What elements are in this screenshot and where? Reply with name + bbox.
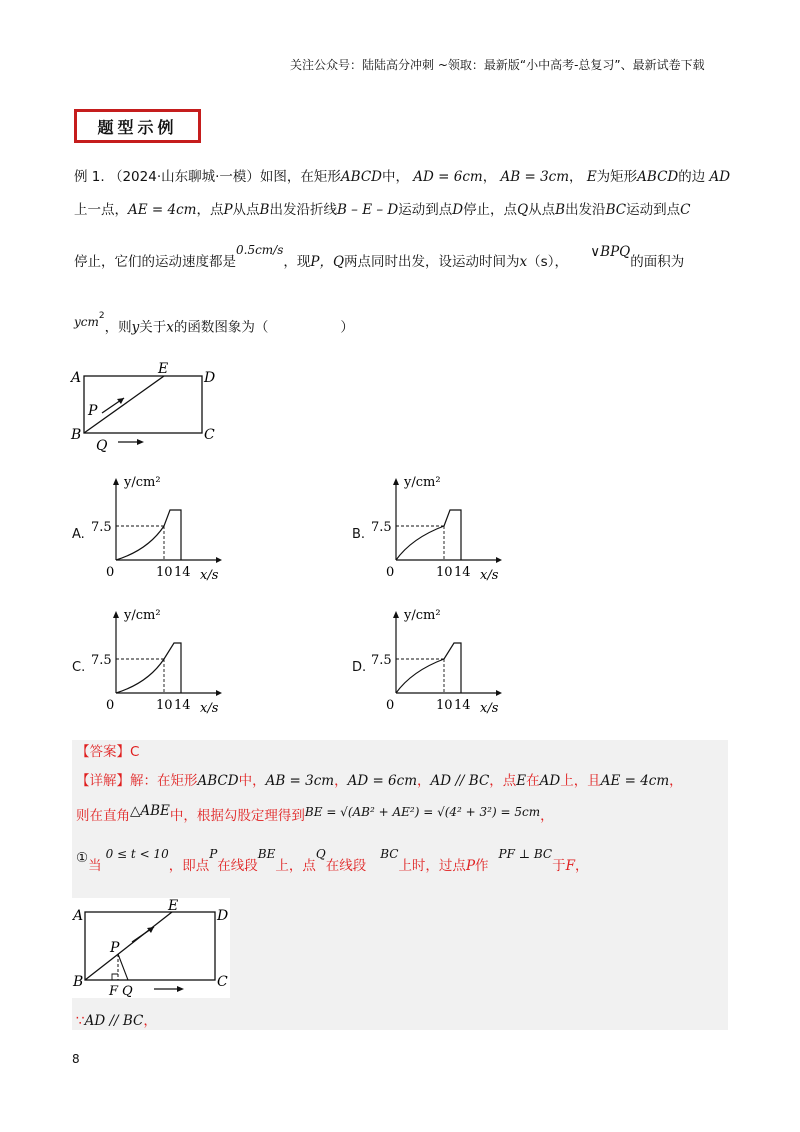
q-text: 的函数图象为（ bbox=[173, 319, 269, 336]
d-text: 作 bbox=[475, 858, 489, 874]
detail-line-1 bbox=[76, 771, 683, 791]
d-math: BE = √(AB² + AE²) = √(4² + 3²) = 5cm bbox=[304, 805, 541, 819]
q-math: AB = 3cm bbox=[500, 169, 570, 185]
d-math: △ABE bbox=[130, 803, 170, 819]
d-math: PF ⊥ BC bbox=[498, 847, 553, 861]
q-text: 的面积为 bbox=[630, 254, 685, 270]
d-math: ABCD bbox=[197, 773, 239, 789]
y-label: y/cm² bbox=[124, 475, 161, 490]
detail-line-2 bbox=[76, 803, 554, 826]
label-p: P bbox=[110, 940, 120, 956]
q-text: 停止，点 bbox=[463, 202, 518, 218]
q-math: x bbox=[519, 254, 528, 270]
page-number: 8 bbox=[72, 1052, 80, 1066]
q-math: P，Q bbox=[310, 254, 345, 270]
d-math: AE = 4cm bbox=[600, 773, 670, 789]
x-tick-10: 10 bbox=[436, 565, 453, 580]
label-c: C bbox=[217, 974, 228, 990]
q-text: 运动到点 bbox=[626, 202, 681, 218]
d-math: BE bbox=[257, 847, 276, 861]
y-axis-arrow bbox=[113, 611, 119, 618]
x-axis-arrow bbox=[216, 557, 222, 563]
label-b: B bbox=[73, 974, 84, 990]
q-text: ，现 bbox=[283, 254, 311, 270]
d-math: AD = 6cm bbox=[347, 773, 418, 789]
d-math: AD // BC bbox=[84, 1013, 144, 1029]
d-text: ， bbox=[574, 858, 589, 874]
x-tick-10: 10 bbox=[156, 565, 173, 580]
d-math: Q bbox=[315, 847, 326, 861]
curve-a bbox=[116, 510, 181, 560]
q-text: 中， bbox=[381, 169, 409, 185]
section-title-banner bbox=[74, 109, 201, 143]
option-d-label[interactable]: D. bbox=[352, 660, 367, 675]
x-axis-arrow bbox=[216, 690, 222, 696]
d-text: ， bbox=[669, 773, 683, 789]
x-tick-14: 14 bbox=[454, 698, 471, 713]
arrow-q-head bbox=[137, 439, 144, 445]
x-axis-arrow bbox=[496, 690, 502, 696]
q-math: ycm bbox=[74, 314, 99, 329]
q-math: B – E – D bbox=[336, 202, 399, 218]
answer-label: 【答案】C bbox=[76, 744, 140, 760]
option-d-graph[interactable] bbox=[368, 603, 508, 718]
option-c-label[interactable]: C. bbox=[72, 660, 86, 675]
label-e: E bbox=[168, 898, 179, 914]
x-tick-14: 14 bbox=[174, 565, 191, 580]
d-math: P bbox=[209, 847, 218, 861]
label-p: P bbox=[88, 403, 98, 419]
q-text: 停止，它们的运动速度都是 bbox=[74, 254, 236, 270]
q-math: AD bbox=[709, 169, 731, 185]
q-text: 从点 bbox=[232, 202, 260, 218]
q-math: P bbox=[223, 202, 233, 218]
origin-label: 0 bbox=[106, 698, 115, 713]
x-label: x/s bbox=[200, 701, 219, 716]
d-text: ， bbox=[334, 773, 348, 789]
d-text: ，即点 bbox=[168, 858, 210, 874]
option-a-graph[interactable] bbox=[88, 470, 228, 585]
q-math: AD = 6cm bbox=[413, 169, 483, 185]
question-line-2 bbox=[74, 200, 690, 220]
x-tick-14: 14 bbox=[174, 698, 191, 713]
q-math: AE = 4cm bbox=[128, 202, 197, 218]
rect-abcd bbox=[84, 376, 202, 433]
q-text: 运动到点 bbox=[398, 202, 453, 218]
q-text: 关于 bbox=[139, 319, 167, 336]
q-text: 出发沿 bbox=[565, 202, 606, 218]
figure-bg bbox=[72, 898, 230, 998]
label-q: Q bbox=[122, 984, 133, 998]
q-math: x bbox=[166, 319, 174, 336]
d-text: 上，且 bbox=[560, 773, 601, 789]
y-axis-arrow bbox=[113, 478, 119, 485]
y-tick: 7.5 bbox=[371, 653, 392, 668]
label-d: D bbox=[217, 908, 229, 924]
d-math: AD // BC bbox=[430, 773, 490, 789]
d-text: ， bbox=[143, 1013, 157, 1029]
label-a: A bbox=[73, 908, 84, 924]
arrow-p-head bbox=[117, 398, 124, 404]
y-label: y/cm² bbox=[124, 608, 161, 623]
q-math: 0.5cm/s bbox=[236, 243, 284, 257]
d-text: ， bbox=[417, 773, 431, 789]
option-c-graph[interactable] bbox=[88, 603, 228, 718]
q-text: ，则 bbox=[104, 319, 132, 336]
detail-label: 【详解】 bbox=[76, 773, 130, 789]
origin-label: 0 bbox=[106, 565, 115, 580]
d-math: P bbox=[465, 858, 476, 874]
because-symbol: ∵ bbox=[76, 1013, 85, 1029]
label-q: Q bbox=[96, 438, 108, 454]
label-b: B bbox=[71, 427, 82, 443]
x-tick-10: 10 bbox=[156, 698, 173, 713]
label-f: F bbox=[109, 984, 119, 998]
d-text: 中， bbox=[238, 773, 266, 789]
d-text: 则在直角 bbox=[76, 808, 130, 824]
origin-label: 0 bbox=[386, 565, 395, 580]
q-math: ∨BPQ bbox=[590, 244, 631, 260]
q-text: 两点同时出发，设运动时间为 bbox=[344, 254, 520, 270]
y-label: y/cm² bbox=[404, 475, 441, 490]
curve-b bbox=[396, 510, 461, 560]
detail-line-3 bbox=[76, 847, 589, 876]
question-line-4 bbox=[74, 311, 354, 338]
option-b-graph[interactable] bbox=[368, 470, 508, 585]
d-text: 于 bbox=[552, 858, 566, 874]
q-text: 为矩形 bbox=[596, 169, 638, 185]
q-math: 2 bbox=[98, 311, 105, 321]
q-math: ABCD bbox=[637, 169, 679, 185]
section-title: 题型示例 bbox=[77, 112, 198, 140]
d-text: ，点 bbox=[489, 773, 517, 789]
x-axis-arrow bbox=[496, 557, 502, 563]
q-text: ） bbox=[340, 319, 354, 336]
q-text: 从点 bbox=[528, 202, 556, 218]
q-text: 上一点， bbox=[74, 202, 128, 218]
q-math: B bbox=[259, 202, 270, 218]
page-header: 关注公众号：陆陆高分冲刺 ~领取：最新版“小中高考-总复习”、最新试卷下载 bbox=[290, 58, 705, 72]
x-label: x/s bbox=[480, 568, 499, 583]
label-a: A bbox=[71, 370, 82, 386]
d-text: 上时，过点 bbox=[398, 858, 466, 874]
q-math: Q bbox=[517, 202, 529, 218]
d-math: 0 ≤ t < 10 bbox=[105, 847, 169, 861]
x-label: x/s bbox=[480, 701, 499, 716]
x-label: x/s bbox=[200, 568, 219, 583]
q-text: 的边 bbox=[678, 169, 706, 185]
q-math: y bbox=[131, 319, 140, 336]
q-text: （s）， bbox=[527, 254, 568, 270]
q-math: C bbox=[680, 202, 691, 218]
q-math: ABCD bbox=[340, 169, 382, 185]
x-tick-10: 10 bbox=[436, 698, 453, 713]
d-text: 当 bbox=[88, 858, 102, 874]
y-tick: 7.5 bbox=[91, 653, 112, 668]
x-tick-14: 14 bbox=[454, 565, 471, 580]
q-math: BC bbox=[605, 202, 627, 218]
d-math: AD bbox=[539, 773, 561, 789]
question-line-3 bbox=[74, 243, 685, 272]
y-axis-arrow bbox=[393, 478, 399, 485]
label-e: E bbox=[158, 362, 169, 377]
rectangle-diagram bbox=[66, 362, 226, 457]
curve-d bbox=[396, 643, 461, 693]
q-text: ， bbox=[482, 169, 497, 185]
y-label: y/cm² bbox=[404, 608, 441, 623]
d-text: 中，根据勾股定理得到 bbox=[169, 808, 305, 824]
d-text: 解：在矩形 bbox=[130, 773, 198, 789]
label-c: C bbox=[204, 427, 215, 443]
label-d: D bbox=[204, 370, 216, 386]
d-math: AB = 3cm bbox=[265, 773, 335, 789]
y-axis-arrow bbox=[393, 611, 399, 618]
d-text: 在线段 bbox=[325, 858, 367, 874]
q-math: B bbox=[555, 202, 566, 218]
option-a-label[interactable]: A. bbox=[72, 527, 85, 542]
origin-label: 0 bbox=[386, 698, 395, 713]
answer-rectangle-diagram bbox=[72, 898, 230, 998]
y-tick: 7.5 bbox=[91, 520, 112, 535]
curve-c bbox=[116, 643, 181, 693]
circled-number: ① bbox=[76, 850, 89, 866]
d-text: 在 bbox=[526, 773, 540, 789]
d-math: E bbox=[516, 773, 527, 789]
q-text: ， bbox=[569, 169, 583, 185]
q-text: ，点 bbox=[196, 202, 224, 218]
y-tick: 7.5 bbox=[371, 520, 392, 535]
d-text: ， bbox=[540, 808, 554, 824]
q-math: E bbox=[586, 169, 597, 185]
d-text: 在线段 bbox=[217, 858, 258, 874]
option-b-label[interactable]: B. bbox=[352, 527, 366, 542]
detail-line-4 bbox=[76, 1011, 157, 1031]
q-text: 出发沿折线 bbox=[269, 202, 337, 218]
d-math: BC bbox=[380, 847, 399, 861]
question-line-1 bbox=[74, 167, 730, 187]
q-text: 例 1. （2024·山东聊城·一模）如图，在矩形 bbox=[74, 169, 341, 185]
d-text: 上，点 bbox=[275, 858, 316, 874]
q-math: D bbox=[452, 202, 464, 218]
d-math: F bbox=[565, 858, 575, 874]
